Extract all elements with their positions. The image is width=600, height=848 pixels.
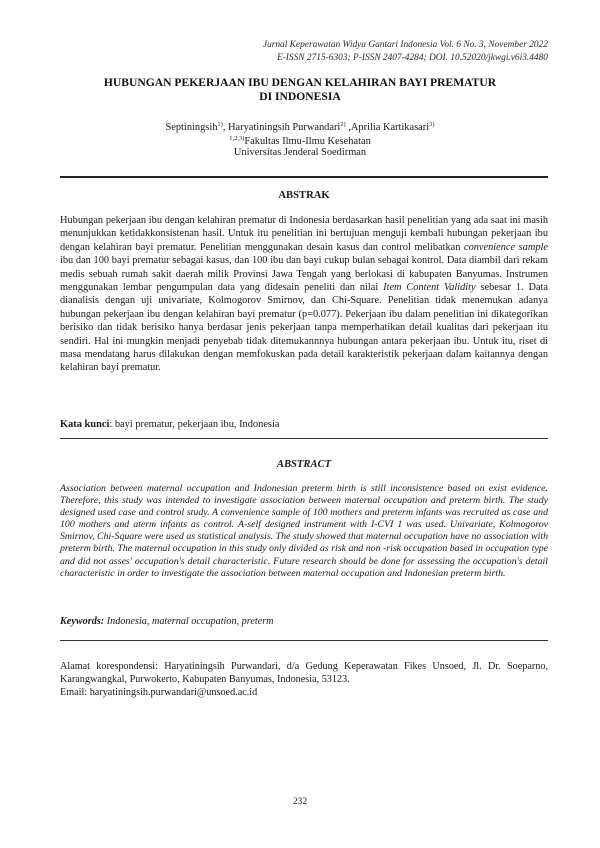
abstrak-body — [60, 214, 548, 375]
kata-kunci-label: Kata kunci — [60, 419, 110, 430]
journal-header — [263, 39, 548, 64]
journal-citation: Jurnal Keperawatan Widya Gantari Indonesia Vol. 6 No. 3, November 2022 — [262, 40, 548, 50]
correspondence-email: Email: haryatiningsih.purwandari@unsoed.ac.id — [60, 687, 258, 699]
abstract-paragraph: Association between maternal occupation and Indonesian preterm birth is still inconsistence based on exist evidence. Therefore, this study was intended to investigate association between maternal occupation and preterm birth. The study designed used case and control study. A convenience sample of 100 mothers and preterm infants was recruited as case and 100 mothers and aterm infants as control. A-self designed instrument with I-CVI 1 was used. Univariate, Kolmogorov Smirnov, Chi-Square were used as statistical analysis. The study showed that maternal occupation have no association with preterm birth. The maternal occupation in this study only divided as risk and non -risk occupation based in occupation type and did not asses' occupation's detail characteristic. Future research should be done for assessing the occupation's detail characteristic in order to investigate the association between maternal occupation and Indonesian preterm birth. — [60, 483, 548, 579]
abstrak-text-2: ibu dan 100 bayi prematur sebagai kasus, dan 100 ibu dan bayi cukup bulan sebagai kontrol. Data diambil dari rekam medis sebuah rumah sakit daerah milik Provinsi Jawa Tengah yang berlokasi di kabupaten Banyumas. Instrumen menggunakan lembar pengumpulan data yang didesain peneliti dan nilai — [60, 255, 548, 294]
abstrak-text-1: Hubungan pekerjaan ibu dengan kelahiran prematur di Indonesia berdasarkan hasil penelitian yang ada saat ini masih menunjukkan ketidakkonsistenan hasil. Untuk itu penelitian ini bertujuan menguji kembali hubungan pekerjaan ibu dengan kelahiran bayi prematur. Penelitian menggunakan desain kasus dan control melibatkan — [60, 215, 548, 253]
keywords — [60, 615, 548, 628]
abstrak-heading: ABSTRAK — [278, 190, 330, 201]
affiliation-sup: 1,2,3) — [229, 135, 245, 142]
keywords-label: Keywords: — [60, 616, 105, 627]
title-line-2: DI INDONESIA — [259, 90, 341, 103]
author-2-sup: 2) — [340, 121, 346, 128]
abstrak-italic-2: Item Content Validity — [383, 282, 476, 294]
title-line-1: HUBUNGAN PEKERJAAN IBU DENGAN KELAHIRAN BAYI PREMATUR — [103, 76, 497, 89]
page-number: 232 — [292, 797, 308, 807]
abstract-heading: ABSTRACT — [276, 459, 332, 470]
author-3-sup: 3) — [429, 121, 435, 128]
affiliation-faculty: Fakultas Ilmu-Ilmu Kesehatan — [244, 136, 371, 147]
author-1: Septiningsih — [165, 122, 218, 133]
correspondence-address: Alamat korespondensi: Haryatiningsih Purwandari, d/a Gedung Keperawatan Fikes Unsoed, Jl. Dr. Soeparno, Karangwangkal, Purwokerto, Kabupaten Banyumas, Indonesia, 53123. — [60, 661, 548, 686]
correspondence — [60, 660, 548, 700]
author-3: ,Aprilia Kartikasari — [345, 122, 430, 133]
header-divider — [60, 176, 548, 178]
section-divider — [60, 438, 548, 439]
abstrak-text-3: sebesar 1. Data dianalisis dengan uji univariate, Kolmogorov Smirnov, dan Chi-Square. Penelitian tidak menemukan adanya hubungan pekerjaan ibu dengan kelahiran bayi prematur (p=0.077). Pekerjaan ibu dalam penelitian ini dikategorikan berisiko dan tidak berisiko hanya berdasar jenis pekerjaan tanpa memperhatikan detail kualitas dari pekerjaan itu sendiri. Hal ini mungkin menjadi penyebab tidak ditemukannnya hubungan antara pekerjaan ibu. Untuk itu, riset di masa mendatang harus dilakukan dengan memfokuskan pada detail karakteristik pekerjaan dalam kaitannya dengan kelahiran bayi prematur. — [60, 282, 549, 374]
author-2: , Haryatiningsih Purwandari — [222, 122, 341, 133]
kata-kunci — [60, 418, 548, 431]
affiliation-university: Universitas Jenderal Soedirman — [233, 147, 367, 158]
author-1-sup: 1) — [217, 121, 223, 128]
paper-title — [60, 76, 540, 104]
footnote-divider — [60, 640, 548, 641]
kata-kunci-values: : bayi prematur, pekerjaan ibu, Indonesia — [109, 419, 280, 430]
abstrak-paragraph — [60, 214, 548, 375]
abstract-body — [60, 483, 548, 580]
keywords-values: Indonesia, maternal occupation, preterm — [104, 616, 274, 627]
abstrak-italic-1: convenience sample — [463, 241, 548, 253]
journal-issn-doi: E-ISSN 2715-6303; P-ISSN 2407-4284; DOI. 10.52020/jkwgi.v6i3.4480 — [276, 52, 548, 63]
